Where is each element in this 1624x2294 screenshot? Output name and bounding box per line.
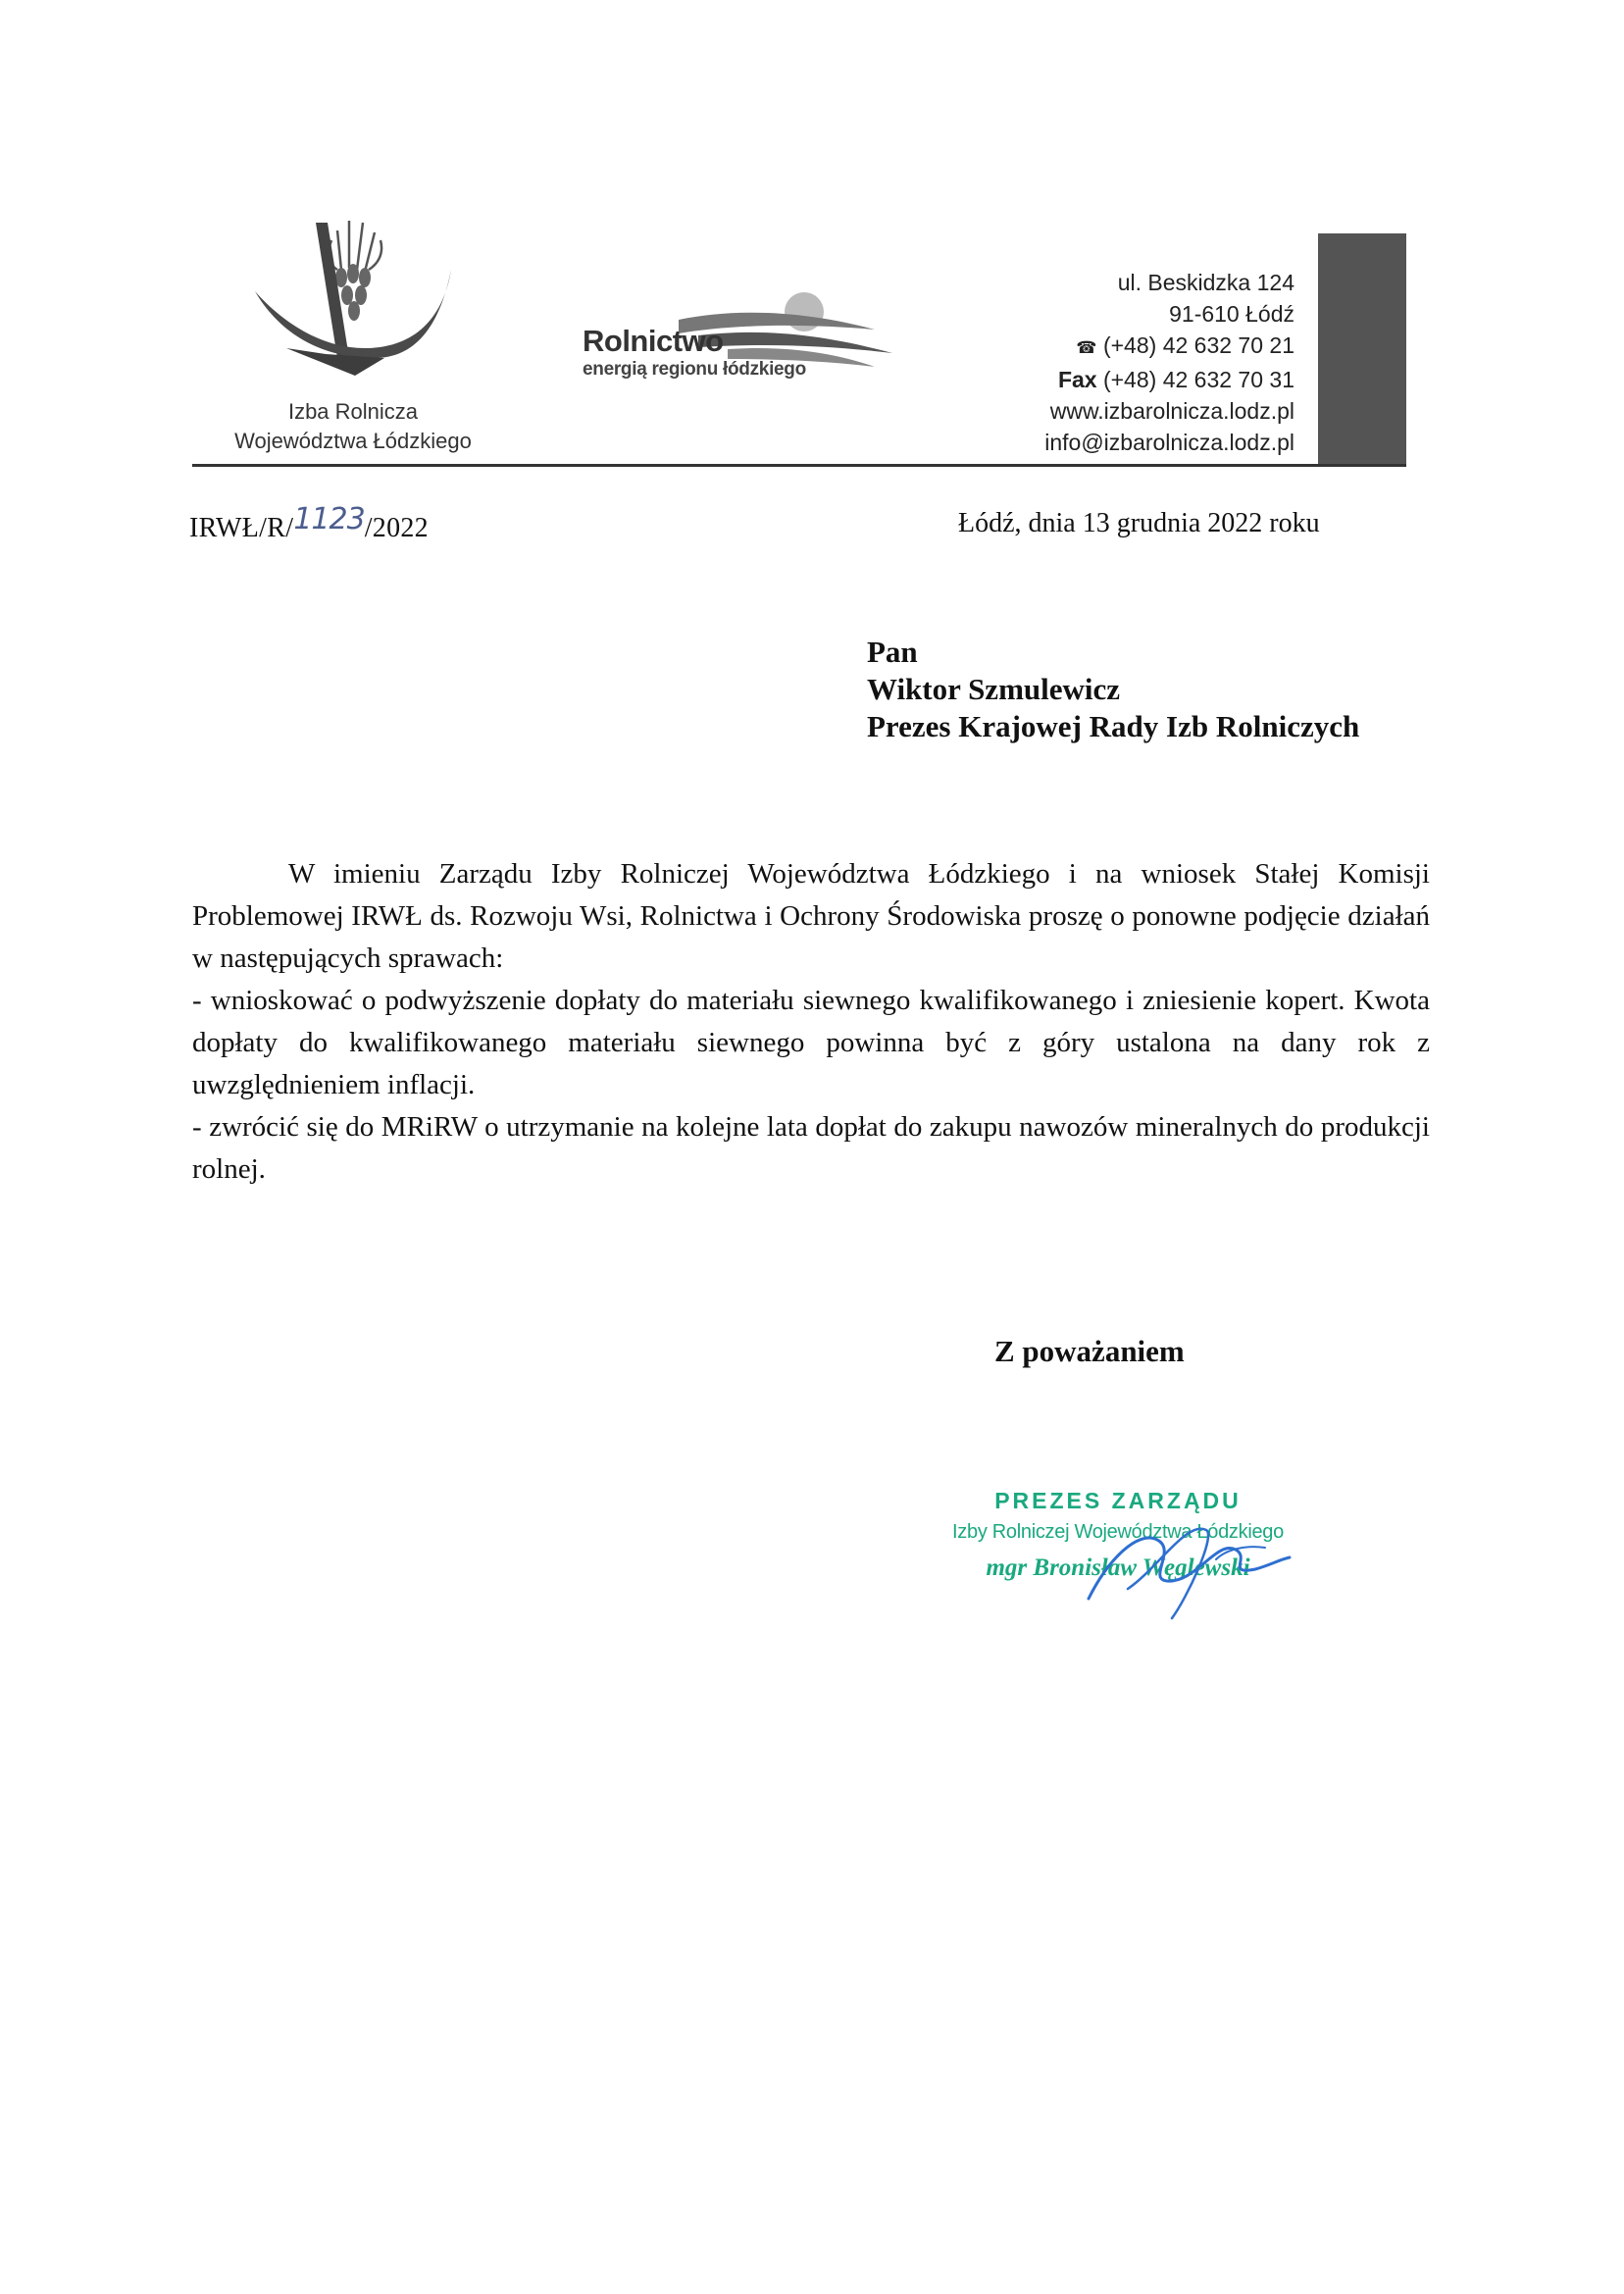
reference-handwritten-number: 1123 <box>293 502 365 536</box>
fax-number: (+48) 42 632 70 31 <box>1102 367 1294 392</box>
chamber-name-line1: Izba Rolnicza <box>287 399 419 424</box>
reference-number <box>189 502 429 544</box>
chamber-name-line2: Województwa Łódzkiego <box>234 429 472 453</box>
addressee-salutation: Pan <box>867 635 918 669</box>
reference-suffix: /2022 <box>364 513 429 543</box>
contact-block <box>1044 267 1294 458</box>
telephone-icon: ☎ <box>1076 338 1097 357</box>
website: www.izbarolnicza.lodz.pl <box>1049 398 1294 424</box>
address-street: ul. Beskidzka 124 <box>1117 270 1294 295</box>
header-accent-block <box>1318 233 1406 465</box>
reference-prefix: IRWŁ/R/ <box>189 513 294 543</box>
fax-line <box>1044 364 1294 395</box>
header-divider <box>192 464 1406 467</box>
letter-body <box>192 853 1430 1191</box>
stamp-title: PREZES ZARZĄDU <box>994 1488 1242 1513</box>
addressee <box>867 634 1359 745</box>
stamp-signatory: mgr Bronisław Węglewski <box>986 1555 1250 1581</box>
body-list-item: - wnioskować o podwyższenie dopłaty do materiału siewnego kwalifikowanego i zniesienie kopert. Kwota dopłaty do kwalifikowanego materiału siewnego powinna być z góry ustalona na dany rok z uwzględnieniem inflacji. <box>192 985 1430 1100</box>
stamp-organization: Izby Rolniczej Województwa Łódzkiego <box>952 1521 1284 1543</box>
body-list-item: - zwrócić się do MRiRW o utrzymanie na kolejne lata dopłat do zakupu nawozów mineralnych do produkcji rolnej. <box>192 1111 1430 1185</box>
closing: Z poważaniem <box>994 1334 1185 1368</box>
email: info@izbarolnicza.lodz.pl <box>1044 430 1294 455</box>
campaign-title: Rolnictwo <box>583 324 724 358</box>
campaign-subtitle: energią regionu łódzkiego <box>583 359 806 380</box>
chamber-name <box>186 397 520 456</box>
addressee-name: Wiktor Szmulewicz <box>867 672 1121 706</box>
phone-number: (+48) 42 632 70 21 <box>1102 332 1294 358</box>
fax-label: Fax <box>1057 367 1097 392</box>
body-paragraph: W imieniu Zarządu Izby Rolniczej Województwa Łódzkiego i na wniosek Stałej Komisji Problemowej IRWŁ ds. Rozwoju Wsi, Rolnictwa i Ochrony Środowiska proszę o ponowne podjęcie działań w następujących sprawach: <box>192 858 1430 974</box>
chamber-logo <box>247 211 463 397</box>
phone-line <box>1044 330 1294 364</box>
address-city: 91-610 Łódź <box>1169 301 1294 327</box>
handwritten-signature <box>1069 1501 1304 1628</box>
place-date: Łódź, dnia 13 grudnia 2022 roku <box>958 508 1320 538</box>
addressee-title: Prezes Krajowej Rady Izb Rolniczych <box>867 709 1360 743</box>
